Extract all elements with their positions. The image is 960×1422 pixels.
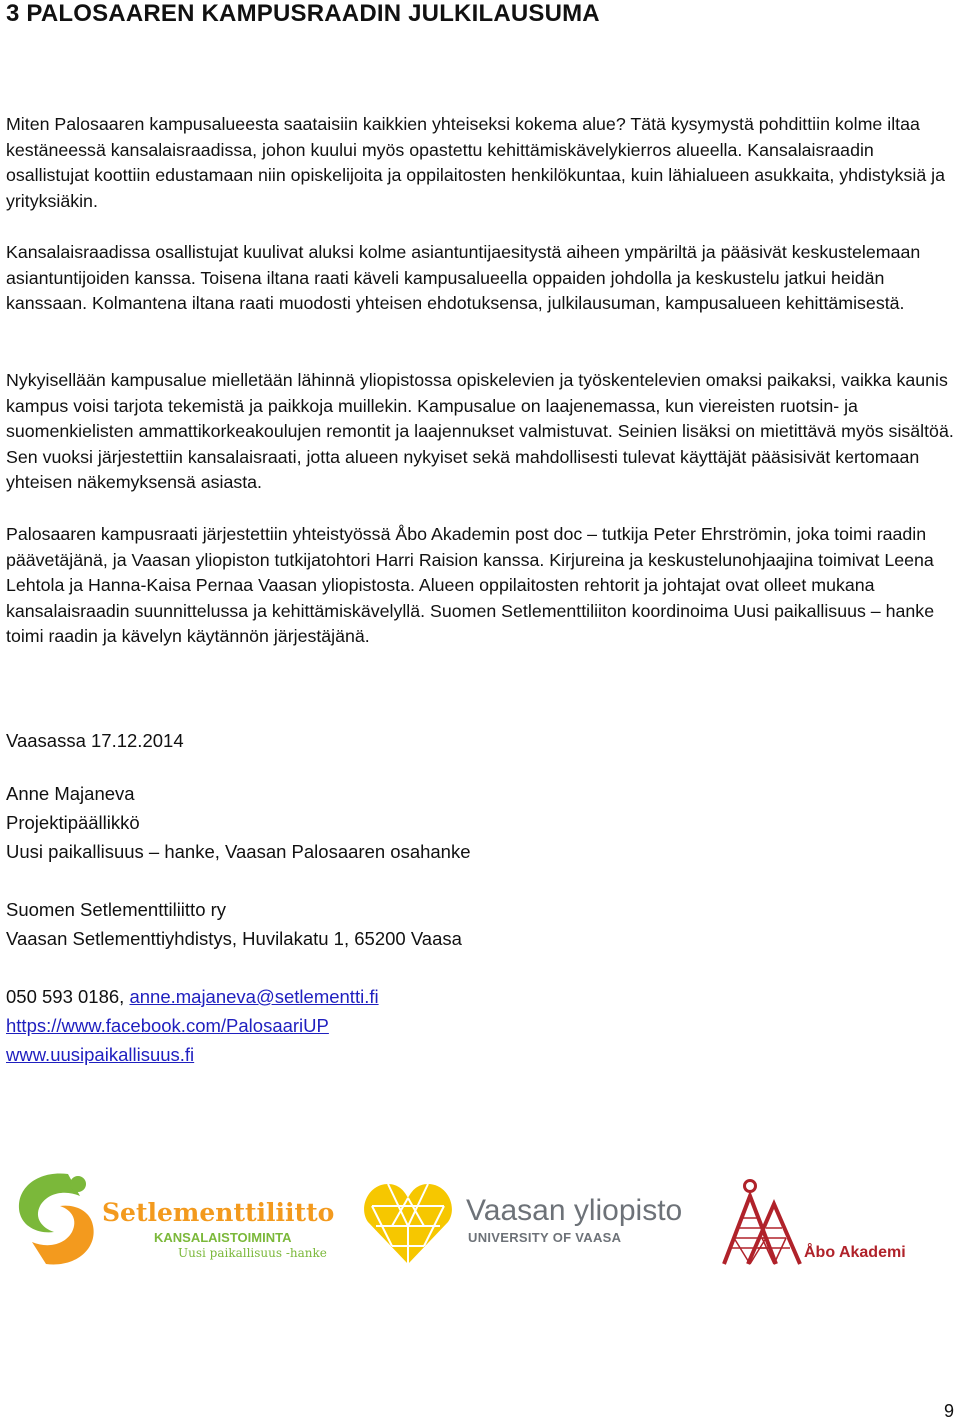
place-date: Vaasassa 17.12.2014 [6, 730, 184, 751]
signer-title: Projektipäällikkö [6, 812, 140, 833]
abo-akademi-aa-icon [720, 1178, 804, 1266]
setlementti-title: Setlementtiliitto [102, 1198, 335, 1227]
page-number: 9 [943, 1401, 954, 1421]
abo-akademi-logo [720, 1178, 910, 1268]
facebook-line [6, 1013, 329, 1039]
signer-project: Uusi paikallisuus – hanke, Vaasan Palosaaren osahanke [6, 841, 471, 862]
website-line [6, 1042, 194, 1068]
signer-name: Anne Majaneva [6, 783, 135, 804]
email-link[interactable]: anne.majaneva@setlementti.fi [129, 986, 379, 1007]
paragraph-campus: Nykyisellään kampusalue mielletään lähinnä yliopistossa opiskelevien ja työskentelevien omaksi paikaksi, vaikka kaunis kampus voisi tarjota tekemistä ja paikkoja muillekin. Kampusalue on laajenemassa, kun viereisten ruotsin- ja suomenkielisten ammattikorkeakoulujen remontit ja laajennukset valmistuvat. Seinien lisäksi on mietittävä myös sisältöä. Sen vuoksi järjestettiin kansalaisraati, jotta alueen nykyiset sekä mahdollisesti tulevat käyttäjät pääsisivät kertomaan yhteisen näkemyksensä asiasta. [6, 370, 954, 493]
vaasa-sub: UNIVERSITY OF VAASA [468, 1230, 622, 1245]
page-heading: 3 PALOSAAREN KAMPUSRAADIN JULKILAUSUMA [6, 0, 600, 27]
vaasa-heart-icon [362, 1176, 454, 1268]
paragraph-organizers: Palosaaren kampusraati järjestettiin yhteistyössä Åbo Akademin post doc – tutkija Peter Ehrströmin, joka toimi raadin päävetäjänä, ja Vaasan yliopiston tutkijatohtori Harri Raision kanssa. Kirjureina ja keskustelunohjaajina toimivat Leena Lehtola ja Hanna-Kaisa Pernaa Vaasan yliopistosta. Alueen oppilaitosten rehtorit ja johtajat ovat olleet mukana kansalaisraadin suunnittelussa ja kehittämiskävelyllä. Suomen Setlementtiliiton koordinoima Uusi paikallisuus – hanke toimi raadin ja kävelyn käytännön järjestäjänä. [6, 524, 935, 647]
organization: Suomen Setlementtiliitto ry [6, 899, 227, 920]
abo-title: Åbo Akademi [804, 1244, 906, 1261]
setlementti-sub1: KANSALAISTOIMINTA [154, 1230, 292, 1245]
paragraph-intro: Miten Palosaaren kampusalueesta saataisiin kaikkien yhteiseksi kokema alue? Tätä kysymystä pohdittiin kolme iltaa kestäneessä kansalaisraadissa, johon kuului myös opastettu kehittämiskävelykierros alueella. Kansalaisraadin osallistujat koottiin edustamaan niin opiskelijoita ja oppilaitosten henkilökuntaa, kuin lähialueen asukkaita, yhdistyksiä ja yrityksiäkin. [6, 114, 946, 211]
website-link[interactable]: www.uusipaikallisuus.fi [6, 1044, 195, 1065]
setlementtiliitto-logo [6, 1168, 336, 1268]
address: Vaasan Setlementtiyhdistys, Huvilakatu 1, 65200 Vaasa [6, 928, 462, 949]
setlementti-sub2: Uusi paikallisuus -hanke [178, 1246, 327, 1260]
contact-line [6, 984, 379, 1010]
paragraph-process: Kansalaisraadissa osallistujat kuulivat aluksi kolme asiantuntijaesitystä aiheen ympäriltä ja pääsivät keskustelemaan asiantuntijoiden kanssa. Toisena iltana raati käveli kampusalueella oppaiden johdolla ja keskustelu jatkui heidän kanssaan. Kolmantena iltana raati muodosti yhteisen ehdotuksensa, julkilausuman, kampusalueen kehittämisestä. [6, 242, 921, 314]
setlementti-s-icon [6, 1168, 106, 1268]
vaasan-yliopisto-logo [362, 1176, 712, 1268]
facebook-link[interactable]: https://www.facebook.com/PalosaariUP [6, 1015, 329, 1036]
phone-number: 050 593 0186, [6, 986, 130, 1007]
vaasa-title: Vaasan yliopisto [466, 1194, 683, 1227]
